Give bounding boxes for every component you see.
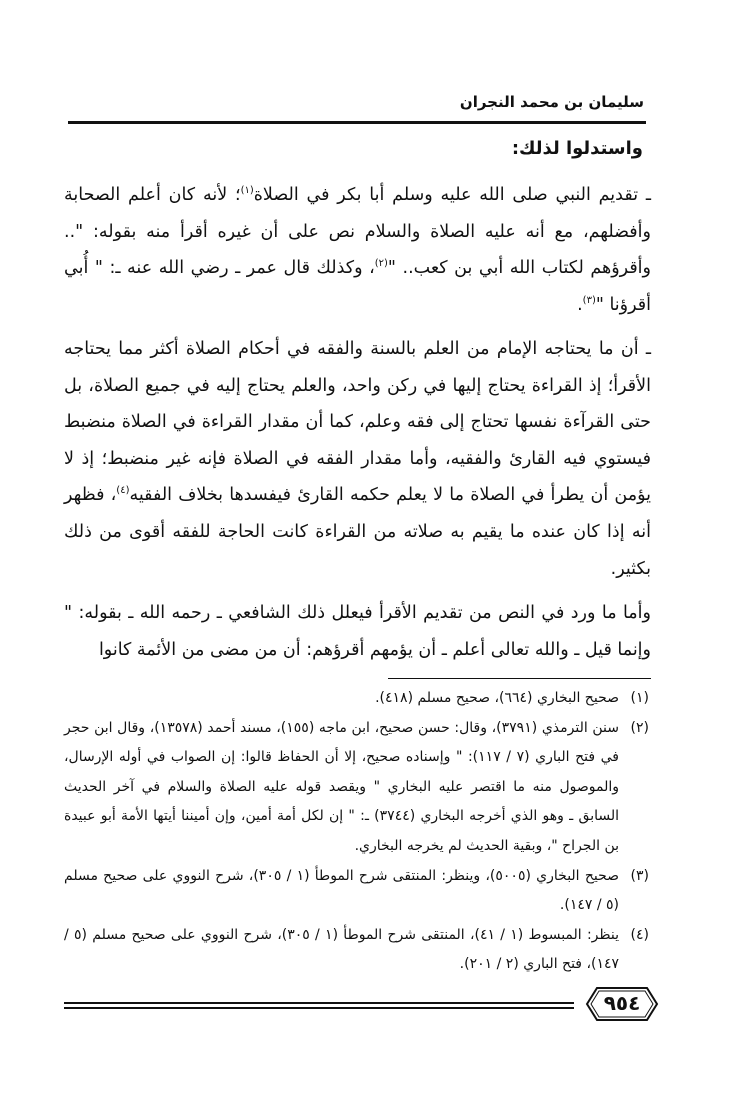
footnote-number: (٣) bbox=[630, 867, 649, 884]
section-heading: واستدلوا لذلك: bbox=[511, 138, 643, 159]
footnote-item bbox=[64, 921, 649, 980]
paragraph-text: ـ أن ما يحتاجه الإمام من العلم بالسنة والفقه في أحكام الصلاة أكثر مما يحتاجه الأقرأ؛ إذ القراءة يحتاج إليها في ركن واحد، والعلم يحتاج إليه في جميع الصلاة، بل حتى القرآءة نفسها تحتاج إلى فقه وعلم، كما أن مقدار القراءة في الصلاة منضبط فيستوي فيه القارئ والفقيه، وأما مقدار الفقه في الصلاة فإنه غير منضبط؛ إذ لا يؤمن أن يطرأ في الصلاة ما لا يعلم حكمه القارئ فيفسدها بخلاف الفقيه bbox=[64, 339, 651, 506]
footnote-reference: (٤) bbox=[116, 485, 130, 497]
paragraph-text: ؛ لأنه كان أعلم الصحابة وأفضلهم، مع أنه عليه الصلاة والسلام نص على أن غيره أقرأ منه بقوله: ".. وأقرؤهم لكتاب الله أبي بن كعب.. " bbox=[64, 185, 651, 279]
footnote-reference: (٢) bbox=[374, 258, 388, 270]
footnote-reference: (٣) bbox=[582, 294, 596, 306]
body-paragraph-2 bbox=[64, 331, 651, 587]
body-paragraph-3 bbox=[64, 595, 651, 668]
footnote-text: صحيح البخاري (٦٦٤)، صحيح مسلم (٤١٨). bbox=[375, 690, 619, 706]
footer-rule bbox=[64, 1007, 574, 1009]
header-divider bbox=[68, 121, 646, 124]
paragraph-text: وأما ما ورد في النص من تقديم الأقرأ فيعلل ذلك الشافعي ـ رحمه الله ـ بقوله: " وإنما قيل ـ والله تعالى أعلم ـ أن يؤمهم أقرؤهم: أن من مضى من الأئمة كانوا bbox=[64, 603, 651, 660]
footnote-number: (٢) bbox=[630, 719, 649, 736]
footnote-text: صحيح البخاري (٥٠٠٥)، وينظر: المنتقى شرح الموطأ (١ / ٣٠٥)، شرح النووي على صحيح مسلم (٥ / ١٤٧). bbox=[64, 867, 619, 914]
page-number-frame bbox=[583, 985, 661, 1023]
footer-rule bbox=[64, 1002, 574, 1004]
footnote-item bbox=[64, 714, 649, 862]
running-header-author: سليمان بن محمد النجران bbox=[459, 93, 644, 111]
paragraph-text: . bbox=[577, 294, 583, 315]
page-number: ٩٥٤ bbox=[603, 991, 641, 1015]
page-footer bbox=[64, 985, 661, 1025]
footnote-item bbox=[64, 862, 649, 921]
paragraph-text: ، فظهر أنه إذا كان عنده ما يقيم به صلاته من القراءة كانت الحاجة للفقه أقوى من ذلك بكثير. bbox=[64, 485, 651, 579]
footnote-number: (١) bbox=[630, 690, 649, 706]
body-paragraph-1 bbox=[64, 177, 651, 323]
footnote-reference: (١) bbox=[240, 185, 254, 197]
footnote-divider bbox=[388, 678, 651, 679]
footnote-item bbox=[64, 684, 649, 714]
footnote-text: ينظر: المبسوط (١ / ٤١)، المنتقى شرح الموطأ (١ / ٣٠٥)، شرح النووي على صحيح مسلم (٥ / ١٤٧)، فتح الباري (٢ / ٢٠١). bbox=[64, 926, 619, 973]
footnote-number: (٤) bbox=[630, 926, 649, 943]
footnote-text: سنن الترمذي (٣٧٩١)، وقال: حسن صحيح، ابن ماجه (١٥٥)، مسند أحمد (١٣٥٧٨)، وقال ابن حجر في فتح الباري (٧ / ١١٧): " وإسناده صحيح، إلا أن الحفاظ قالوا: إن الصواب في أوله الإرسال، والموصول منه ما اقتصر عليه البخاري " ويقصد قوله عليه الصلاة والسلام في آخر الحديث السابق ـ وهو الذي أخرجه البخاري (٣٧٤٤) ـ: " إن لكل أمة أمين، وإن أميننا أيتها الأمة أبو عبيدة بن الجراح "، وبقية الحديث لم يخرجه البخاري. bbox=[64, 719, 620, 854]
footnotes bbox=[64, 684, 649, 980]
paragraph-text: ، وكذلك قال عمر ـ رضي الله عنه ـ: " أُبي أقرؤنا " bbox=[64, 258, 651, 315]
paragraph-text: ـ تقديم النبي صلى الله عليه وسلم أبا بكر في الصلاة bbox=[253, 185, 651, 205]
